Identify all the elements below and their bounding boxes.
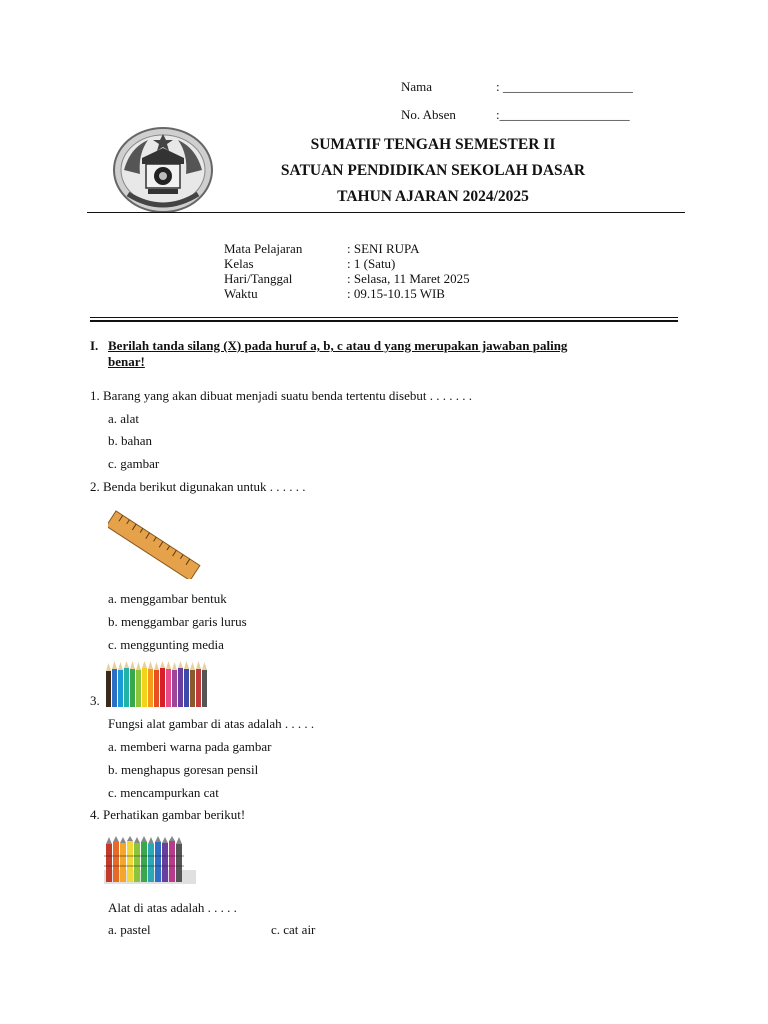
q3-option-b[interactable]: b. menghapus goresan pensil bbox=[108, 762, 259, 777]
absen-label: No. Absen bbox=[401, 107, 456, 122]
info-divider-top bbox=[90, 317, 678, 318]
school-level-title: SATUAN PENDIDIKAN SEKOLAH DASAR bbox=[280, 162, 586, 179]
info-label: Mata Pelajaran bbox=[224, 241, 303, 256]
crayons-image bbox=[104, 836, 196, 884]
info-label: Hari/Tanggal bbox=[224, 271, 293, 286]
name-label: Nama bbox=[401, 79, 433, 94]
section-instruction: Berilah tanda silang (X) pada huruf a, b, c atau d yang merupakan jawaban paling bbox=[108, 338, 568, 353]
section-number: I. bbox=[90, 338, 99, 353]
header-divider bbox=[87, 212, 685, 213]
q1-option-a[interactable]: a. alat bbox=[108, 411, 140, 426]
info-value: : Selasa, 11 Maret 2025 bbox=[347, 271, 470, 286]
q3-option-a[interactable]: a. memberi warna pada gambar bbox=[108, 739, 272, 754]
colored-pencils-image bbox=[104, 661, 210, 707]
question-4-prompt: Alat di atas adalah . . . . . bbox=[108, 900, 237, 915]
info-value: : SENI RUPA bbox=[347, 241, 420, 256]
question-1: 1. Barang yang akan dibuat menjadi suatu benda tertentu disebut . . . . . . . bbox=[90, 388, 472, 403]
q3-option-c[interactable]: c. mencampurkan cat bbox=[108, 785, 219, 800]
q1-option-c[interactable]: c. gambar bbox=[108, 456, 160, 471]
info-label: Kelas bbox=[224, 256, 254, 271]
question-2: 2. Benda berikut digunakan untuk . . . . . . bbox=[90, 479, 306, 494]
ruler-image bbox=[108, 505, 202, 579]
section-instruction-cont: benar! bbox=[108, 354, 145, 369]
q1-option-b[interactable]: b. bahan bbox=[108, 433, 153, 448]
info-divider-bottom bbox=[90, 320, 678, 322]
q2-option-a[interactable]: a. menggambar bentuk bbox=[108, 591, 227, 606]
question-4: 4. Perhatikan gambar berikut! bbox=[90, 807, 246, 822]
info-value: : 09.15-10.15 WIB bbox=[347, 286, 445, 301]
q2-option-c[interactable]: c. menggunting media bbox=[108, 637, 224, 652]
name-field[interactable]: : ____________________ bbox=[496, 79, 633, 94]
q4-option-c[interactable]: c. cat air bbox=[271, 922, 316, 937]
question-3-number: 3. bbox=[90, 693, 100, 708]
question-3: Fungsi alat gambar di atas adalah . . . . . bbox=[108, 716, 315, 731]
absen-field[interactable]: :____________________ bbox=[496, 107, 630, 122]
academic-year-title: TAHUN AJARAN 2024/2025 bbox=[337, 188, 529, 205]
q4-option-a[interactable]: a. pastel bbox=[108, 922, 151, 937]
info-label: Waktu bbox=[224, 286, 258, 301]
info-value: : 1 (Satu) bbox=[347, 256, 396, 271]
q2-option-b[interactable]: b. menggambar garis lurus bbox=[108, 614, 247, 629]
exam-title: SUMATIF TENGAH SEMESTER II bbox=[310, 136, 556, 153]
